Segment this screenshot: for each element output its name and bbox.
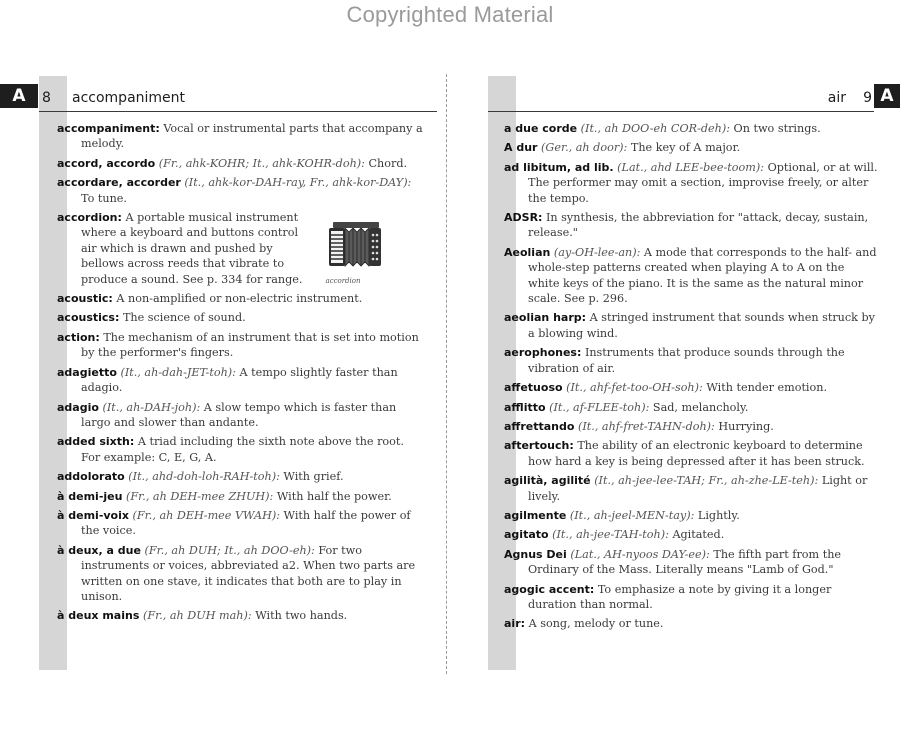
entry-pronunciation: (It., af-FLEE-toh): — [549, 400, 650, 414]
entry-pronunciation: (Fr., ah DEH-mee VWAH): — [132, 508, 280, 522]
left-page — [0, 76, 445, 676]
entry — [504, 473, 878, 504]
entry-definition: A stringed instrument that sounds when struck by a blowing wind. — [528, 311, 875, 340]
entry-term: agogic accent: — [504, 582, 595, 596]
entry — [504, 140, 878, 155]
accordion-icon — [325, 218, 385, 272]
entry-term: addolorato — [57, 470, 125, 484]
entry-term: agilità, agilité — [504, 474, 591, 488]
entry — [504, 508, 878, 523]
entry — [57, 469, 425, 484]
figure-caption: accordion — [325, 277, 361, 286]
entry — [57, 210, 425, 287]
entry-definition: Chord. — [368, 156, 408, 170]
entry-definition: A portable musical instrument where a keyboard and buttons control air which is drawn and pushed by bellows across reeds that vibrate to produce a sound. See p. 334 for range. — [81, 211, 303, 286]
entry-definition: A triad including the sixth note above the root. For example: C, E, G, A. — [81, 435, 404, 464]
left-entry-list — [57, 121, 425, 628]
left-page-header — [39, 86, 437, 112]
entry-pronunciation: (ay-OH-lee-an): — [553, 245, 641, 259]
entry-pronunciation: (It., ahd-doh-loh-RAH-toh): — [128, 470, 280, 484]
right-page-number: 9 — [863, 90, 872, 106]
entry-pronunciation: (Lat., AH-nyoos DAY-ee): — [570, 547, 710, 561]
entry-pronunciation: (Fr., ah DUH mah): — [142, 609, 252, 623]
entry-term: air: — [504, 617, 526, 631]
entry-term: aeolian harp: — [504, 311, 587, 325]
entry-definition: The key of A major. — [630, 141, 741, 155]
entry-pronunciation: (It., ah-dah-JET-toh): — [120, 365, 236, 379]
entry-definition: With two hands. — [255, 609, 348, 623]
entry-pronunciation: (It., ah-jee-TAH-toh): — [552, 528, 669, 542]
right-page — [452, 76, 900, 676]
entry-pronunciation: (It., ahf-fet-too-OH-soh): — [566, 381, 703, 395]
entry — [57, 608, 425, 623]
entry-term: affrettando — [504, 419, 575, 433]
entry-term: accord, accordo — [57, 156, 156, 170]
left-page-number: 8 — [42, 90, 51, 106]
entry — [504, 527, 878, 542]
entry-definition: Agitated. — [672, 528, 725, 542]
entry-term: Agnus Dei — [504, 547, 567, 561]
entry-term: accompaniment: — [57, 122, 160, 135]
entry — [57, 175, 425, 206]
entry-term: agilmente — [504, 508, 567, 522]
book-spine — [446, 74, 447, 674]
entry-term: aftertouch: — [504, 439, 574, 453]
right-page-header — [488, 86, 874, 112]
entry-definition: The science of sound. — [122, 311, 246, 325]
entry-term: affetuoso — [504, 381, 563, 395]
entry-term: acoustics: — [57, 311, 120, 325]
entry-term: à demi-jeu — [57, 489, 123, 503]
entry — [57, 365, 425, 396]
entry-term: adagio — [57, 400, 99, 414]
entry-definition: The fifth part from the Ordinary of the Mass. Literally means "Lamb of God." — [528, 547, 842, 577]
entry-term: à deux, a due — [57, 543, 141, 557]
entry-term: acoustic: — [57, 292, 113, 306]
entry-pronunciation: (Lat., ahd LEE-bee-toom): — [617, 160, 765, 174]
entry-term: accordion: — [57, 211, 122, 225]
entry — [57, 543, 425, 605]
entry — [504, 582, 878, 613]
entry — [504, 345, 878, 376]
entry — [57, 400, 425, 431]
entry-definition: To emphasize a note by giving it a longer duration than normal. — [528, 582, 832, 611]
entry — [57, 330, 425, 361]
entry — [504, 160, 878, 206]
entry-pronunciation: (It., ah-jee-lee-TAH; Fr., ah-zhe-LE-teh): — [594, 474, 819, 488]
entry-pronunciation: (It., ahf-fret-TAHN-doh): — [577, 419, 715, 433]
entry-definition: With tender emotion. — [706, 381, 828, 395]
entry — [504, 380, 878, 395]
copyright-watermark: Copyrighted Material — [346, 2, 554, 27]
entry — [504, 121, 878, 136]
entry-definition: Optional, or at will. The performer may omit a section, improvise freely, or alter the tempo. — [528, 160, 878, 205]
entry-definition: A tempo slightly faster than adagio. — [81, 365, 398, 395]
right-running-head: air — [827, 90, 846, 106]
entry-definition: In synthesis, the abbreviation for "attack, decay, sustain, release." — [528, 211, 869, 240]
entry-term: adagietto — [57, 365, 117, 379]
entry-term: à deux mains — [57, 609, 140, 623]
entry-definition: A non-amplified or non-electric instrument. — [116, 292, 363, 306]
entry-pronunciation: (Ger., ah door): — [541, 141, 628, 155]
entry — [504, 245, 878, 307]
entry-definition: The ability of an electronic keyboard to determine how hard a key is being depressed after it has been struck. — [528, 439, 865, 468]
entry-definition: Light or lively. — [528, 474, 868, 503]
entry — [57, 489, 425, 504]
entry-term: agitato — [504, 528, 549, 542]
entry-term: a due corde — [504, 122, 578, 135]
entry-definition: To tune. — [81, 191, 127, 205]
entry — [57, 121, 425, 152]
right-entry-list — [504, 121, 878, 636]
entry-term: action: — [57, 330, 100, 344]
entry-definition: Instruments that produce sounds through the vibration of air. — [528, 346, 845, 375]
entry-term: afflitto — [504, 400, 546, 414]
entry-pronunciation: (It., ah-DAH-joh): — [102, 400, 201, 414]
entry-definition: Sad, melancholy. — [652, 400, 749, 414]
entry-definition: A song, melody or tune. — [528, 617, 664, 631]
entry-definition: A mode that corresponds to the half- and whole-step patterns created when playing A to A on the white keys of the piano. It is the same as the natural minor scale. See p. 296. — [528, 245, 877, 306]
entry — [504, 419, 878, 434]
right-thumb-tab: A — [874, 84, 900, 108]
entry-pronunciation: (Fr., ah DEH-mee ZHUH): — [126, 489, 274, 503]
entry-definition: The mechanism of an instrument that is set into motion by the performer's fingers. — [81, 330, 419, 360]
entry-definition: On two strings. — [733, 122, 821, 135]
entry-term: ADSR: — [504, 211, 543, 225]
entry-term: added sixth: — [57, 435, 135, 449]
entry — [504, 616, 878, 631]
entry — [57, 508, 425, 539]
entry-definition: Vocal or instrumental parts that accompany a melody. — [81, 122, 423, 151]
entry — [57, 291, 425, 306]
entry-term: ad libitum, ad lib. — [504, 160, 614, 174]
entry-term: Aeolian — [504, 245, 551, 259]
entry — [504, 400, 878, 415]
entry-term: aerophones: — [504, 346, 582, 360]
entry-definition: For two instruments or voices, abbreviated a2. When two parts are written on one stave, it indicates that both are to play in unison. — [81, 543, 416, 603]
left-running-head: accompaniment — [72, 90, 186, 106]
entry-definition: A slow tempo which is faster than largo and slower than andante. — [81, 400, 397, 429]
entry-pronunciation: (It., ah DOO-eh COR-deh): — [580, 122, 730, 135]
entry — [504, 310, 878, 341]
entry-definition: Hurrying. — [718, 419, 774, 433]
entry-term: accordare, accorder — [57, 176, 181, 190]
entry-definition: With half the power. — [276, 489, 392, 503]
entry-definition: Lightly. — [697, 508, 740, 522]
entry-pronunciation: (Fr., ahk-KOHR; It., ahk-KOHR-doh): — [158, 156, 365, 170]
entry — [57, 310, 425, 325]
entry — [57, 434, 425, 465]
entry — [57, 156, 425, 171]
entry-pronunciation: (Fr., ah DUH; It., ah DOO-eh): — [144, 543, 315, 557]
entry — [504, 210, 878, 241]
entry-definition: With grief. — [283, 470, 344, 484]
entry-pronunciation: (It., ah-jeel-MEN-tay): — [569, 508, 695, 522]
entry — [504, 547, 878, 578]
left-thumb-tab: A — [0, 84, 38, 108]
entry-term: à demi-voix — [57, 508, 129, 522]
entry-definition: With half the power of the voice. — [81, 508, 411, 538]
accordion-illustration — [323, 218, 387, 289]
entry — [504, 438, 878, 469]
entry-term: A dur — [504, 141, 538, 155]
entry-pronunciation: (It., ahk-kor-DAH-ray, Fr., ahk-kor-DAY): — [184, 176, 412, 190]
